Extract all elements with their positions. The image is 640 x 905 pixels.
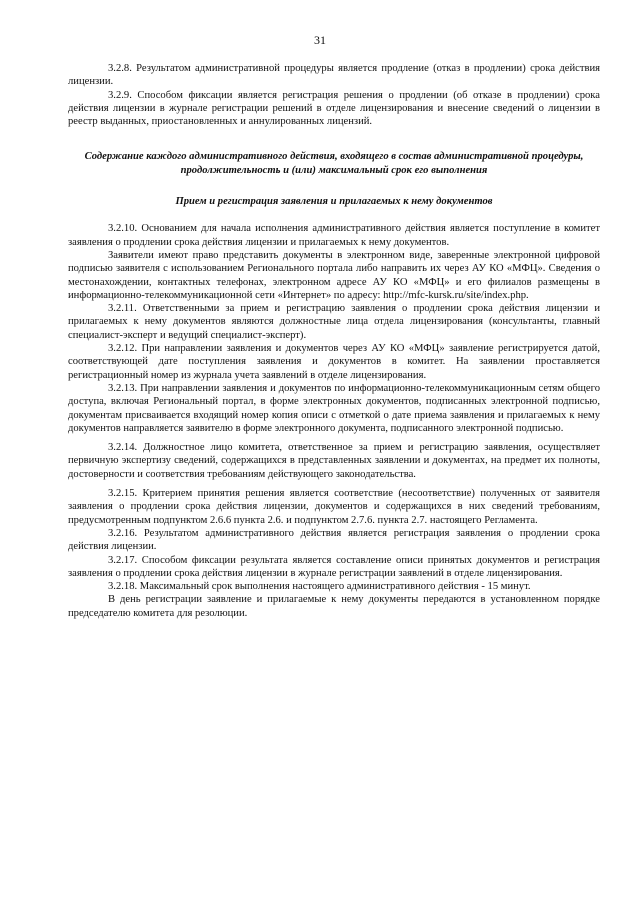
paragraph-3-2-18: 3.2.18. Максимальный срок выполнения настоящего административного действия - 15 минут. (108, 581, 531, 593)
subsection-heading: Прием и регистрация заявления и прилагаемых к нему документов (175, 196, 493, 208)
paragraph-applicants: Заявители имеют право представить документы в электронном виде, заверенные электронной цифровой подписью заявителя с использованием Регионального портала либо направить их через АУ КО «МФЦ». Сведения о местонахождении, контактных телефонах, электронном адресе АУ КО «МФЦ» и его филиалов размещены в информационно-телекоммуникационной сети «Интернет» по адресу: http://mfc-kursk.ru/site/index.php. (68, 249, 600, 301)
paragraph-final: В день регистрации заявление и прилагаемые к нему документы передаются в установленном порядке председателю комитета для резолюции. (68, 594, 600, 619)
paragraph-3-2-8: 3.2.8. Результатом административной процедуры является продление (отказ в продлении) срока действия лицензии. (68, 63, 600, 88)
paragraph-3-2-10: 3.2.10. Основанием для начала исполнения административного действия является поступление в комитет заявления о продлении срока действия лицензии и прилагаемых к нему документов. (68, 223, 600, 248)
paragraph-3-2-16: 3.2.16. Результатом административного действия является регистрация заявления о продлении срока действия лицензии. (68, 527, 600, 553)
paragraph-3-2-17: 3.2.17. Способом фиксации результата является составление описи принятых документов и регистрация заявления о продлении срока действия лицензии в журнале регистрации заявлений в отделе лицензирования. (68, 554, 600, 579)
paragraph-3-2-15: 3.2.15. Критерием принятия решения является соответствие (несоответствие) полученных от заявителя заявления о продлении срока действия лицензии, документов и содержащихся в них сведений требованиям, предусмотренным подпунктом 2.6.6 пункта 2.6. и подпунктом 2.7.6. пункта 2.7. настоящего Регламента. (68, 488, 600, 526)
section-heading: Содержание каждого административного действия, входящего в состав административной процедуры, продолжительность и (или) максимальный срок его выполнения (84, 151, 584, 176)
paragraph-3-2-12: 3.2.12. При направлении заявления и документов через АУ КО «МФЦ» заявление регистрируется датой, соответствующей дате поступления заявления и документов в комитет. На заявлении проставляется регистрационный номер из журнала учета заявлений в отделе лицензирования. (68, 343, 600, 381)
document-body (68, 62, 600, 620)
paragraph-3-2-11: 3.2.11. Ответственными за прием и регистрацию заявления о продлении срока действия лицензии и прилагаемых к нему документов являются должностные лица отдела лицензирования (консультанты, главный специалист-эксперт и ведущий специалист-эксперт). (68, 303, 600, 341)
paragraph-3-2-13: 3.2.13. При направлении заявления и документов по информационно-телекоммуникационным сетям общего доступа, включая Региональный портал, в форме электронных документов, подписанных электронной подписью, документам присваивается входящий номер копия описи с отметкой о дате приема заявления и прилагаемых к нему документов направляется заявителю в форме электронного документа, подписанного электронной подписью. (68, 382, 600, 434)
paragraph-3-2-9: 3.2.9. Способом фиксации является регистрация решения о продлении (об отказе в продлении) срока действия лицензии в журнале регистрации решений в отделе лицензирования и внесение сведений о лицензии в реестр выданных, приостановленных и аннулированных лицензий. (68, 89, 600, 128)
paragraph-3-2-14: 3.2.14. Должностное лицо комитета, ответственное за прием и регистрацию заявления, осуществляет первичную экспертизу сведений, содержащихся в представленных заявлении и документах, на предмет их полноты, достоверности и соответствия требованиям действующего законодательства. (68, 442, 600, 480)
page-number: 31 (314, 33, 326, 47)
